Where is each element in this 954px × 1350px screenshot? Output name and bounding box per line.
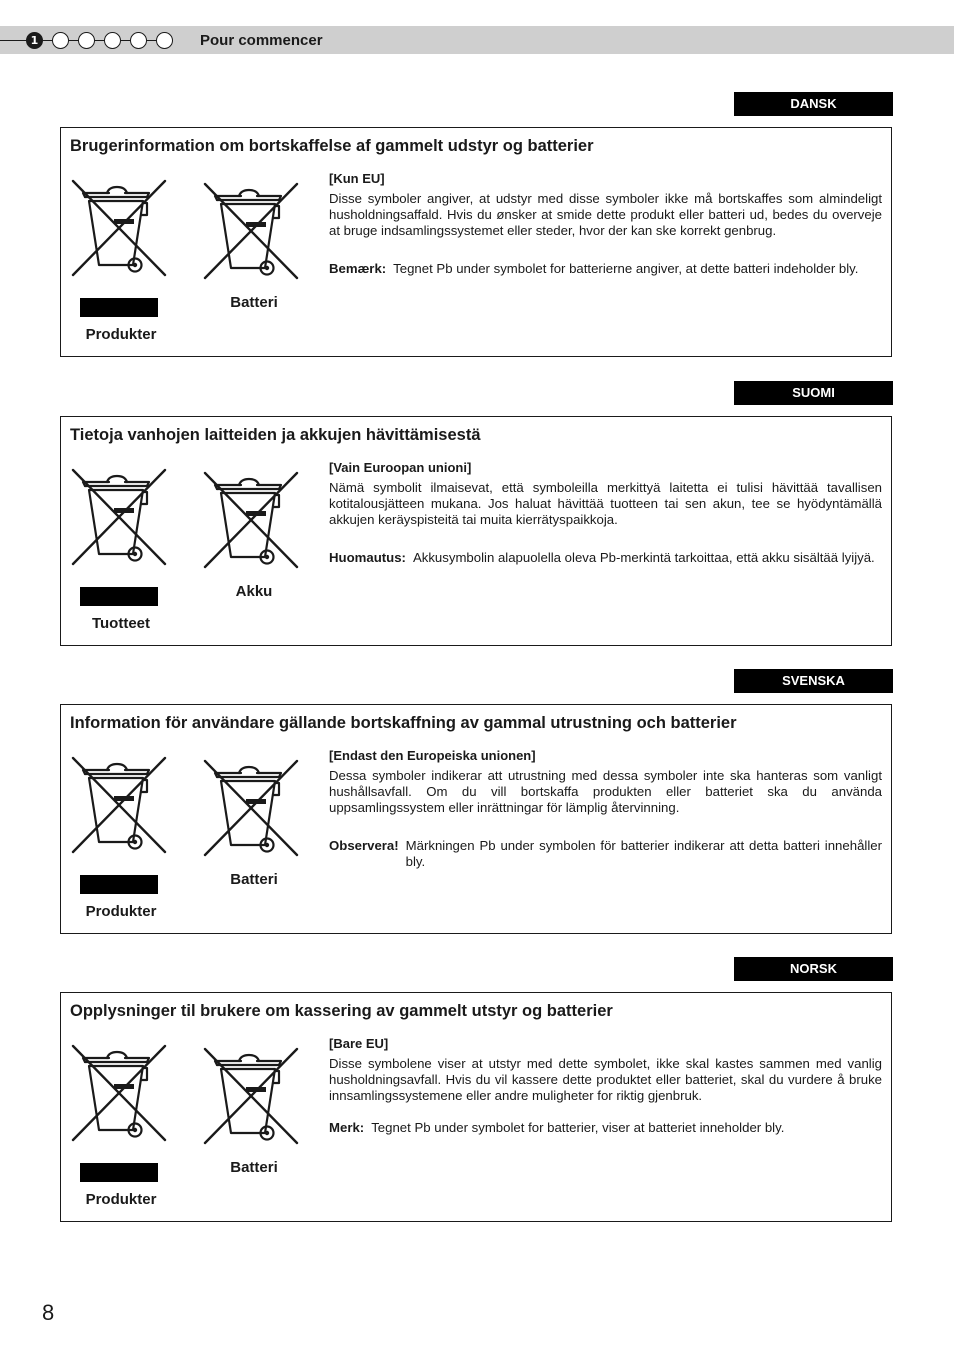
product-bin-icon: [69, 462, 169, 568]
note-label: Huomautus:: [329, 550, 406, 565]
chapter-indicator: [26, 31, 173, 50]
product-bin-icon: [69, 1038, 169, 1144]
battery-bin-icon: [201, 753, 301, 859]
battery-label: Batteri: [230, 1159, 278, 1176]
chapter-dot: [78, 32, 95, 49]
note: [329, 838, 882, 870]
product-label: Produkter: [85, 1191, 157, 1208]
product-label: Produkter: [85, 903, 157, 920]
chapter-dot: [104, 32, 121, 49]
chapter-link: [147, 40, 156, 41]
battery-bin-icon: [201, 1041, 301, 1147]
chapter-link: [95, 40, 104, 41]
section-title: Brugerinformation om bortskaffelse af gammelt udstyr og batterier: [70, 137, 594, 155]
chapter-dot: [130, 32, 147, 49]
chapter-number: 1: [30, 34, 39, 47]
note: [329, 1120, 882, 1136]
note-text: Tegnet Pb under symbolet for batterier, viser at batteriet inneholder bly.: [371, 1120, 785, 1135]
note: [329, 550, 882, 566]
note-label: Observera!: [329, 838, 399, 853]
battery-label: Batteri: [230, 294, 278, 311]
product-label: Tuotteet: [91, 615, 151, 632]
body-text: Disse symbolene viser at utstyr med dette symbolet, ikke skal kastes sammen med vanlig husholdningsavfall. Hvis du vil kassere dette produktet eller batteriet, skal du vurdere å bruke innsamlingssystemene eller andre muligheter for riktig gjenbruk.: [329, 1056, 882, 1103]
section-text: [329, 460, 882, 566]
product-black-bar: [80, 298, 158, 317]
product-black-bar: [80, 1163, 158, 1182]
battery-bin-icon: [201, 465, 301, 571]
section-text: [329, 171, 882, 277]
region-label: [Bare EU]: [329, 1036, 389, 1051]
chapter-dot-active: [26, 32, 43, 49]
chapter-link: [121, 40, 130, 41]
section-svenska: [60, 704, 892, 934]
region-label: [Kun EU]: [329, 171, 385, 186]
language-tab-suomi: SUOMI: [734, 381, 893, 405]
section-suomi: [60, 416, 892, 646]
note-text: Märkningen Pb under symbolen för batterier indikerar att detta batteri innehåller bly.: [405, 838, 882, 869]
product-label: Produkter: [85, 326, 157, 343]
battery-label: Akku: [235, 583, 273, 600]
region-label: [Endast den Europeiska unionen]: [329, 748, 536, 763]
section-title: Information för användare gällande bortskaffning av gammal utrustning och batterier: [70, 714, 737, 732]
section-dansk: [60, 127, 892, 357]
chapter-link: [69, 40, 78, 41]
section-text: [329, 748, 882, 870]
body-text: Dessa symboler indikerar att utrustning med dessa symboler inte ska hanteras som vanligt hushållsavfall. Om du vill bortskaffa produkten eller batteriet ska du använda uppsamlingssystem eller inrättningar för lämplig återvinning.: [329, 768, 882, 815]
battery-bin-icon: [201, 176, 301, 282]
body-text: Disse symboler angiver, at udstyr med disse symboler ikke må bortskaffes som almindeligt husholdningsaffald. Hvis du ønsker at smide dette produkt eller batteri ud, bedes du overveje at bruge indsamlingssystemet eller steder, hvor der kan ske korrekt genbrug.: [329, 191, 882, 238]
product-black-bar: [80, 875, 158, 894]
region-label: [Vain Euroopan unioni]: [329, 460, 472, 475]
section-title: Tietoja vanhojen laitteiden ja akkujen hävittämisestä: [70, 426, 481, 444]
section-title: Opplysninger til brukere om kassering av gammelt utstyr og batterier: [70, 1002, 613, 1020]
product-bin-icon: [69, 750, 169, 856]
language-tab-norsk: NORSK: [734, 957, 893, 981]
header-title: Pour commencer: [200, 32, 323, 49]
product-bin-icon: [69, 173, 169, 279]
chapter-link: [43, 40, 52, 41]
note-label: Bemærk:: [329, 261, 387, 276]
section-norsk: [60, 992, 892, 1222]
language-tab-dansk: DANSK: [734, 92, 893, 116]
chapter-dot: [52, 32, 69, 49]
section-text: [329, 1036, 882, 1136]
battery-label: Batteri: [230, 871, 278, 888]
note-text: Akkusymbolin alapuolella oleva Pb-merkintä tarkoittaa, että akku sisältää lyijyä.: [412, 550, 875, 565]
page-number: 8: [42, 1300, 55, 1325]
language-tab-svenska: SVENSKA: [734, 669, 893, 693]
body-text: Nämä symbolit ilmaisevat, että symboleilla merkittyä laitetta ei tulisi hävittää tavallisen kotitalousjätteen mukana. Jos haluat hävittää tuotteen tai sen akun, tee se hyödyntämällä akkujen keräyspisteitä tai muita kierrätyspaikkoja.: [329, 480, 882, 527]
note-label: Merk:: [329, 1120, 365, 1135]
note: [329, 261, 882, 277]
note-text: Tegnet Pb under symbolet for batterierne angiver, at dette batteri indeholder bly.: [393, 261, 859, 276]
product-black-bar: [80, 587, 158, 606]
chapter-dot: [156, 32, 173, 49]
